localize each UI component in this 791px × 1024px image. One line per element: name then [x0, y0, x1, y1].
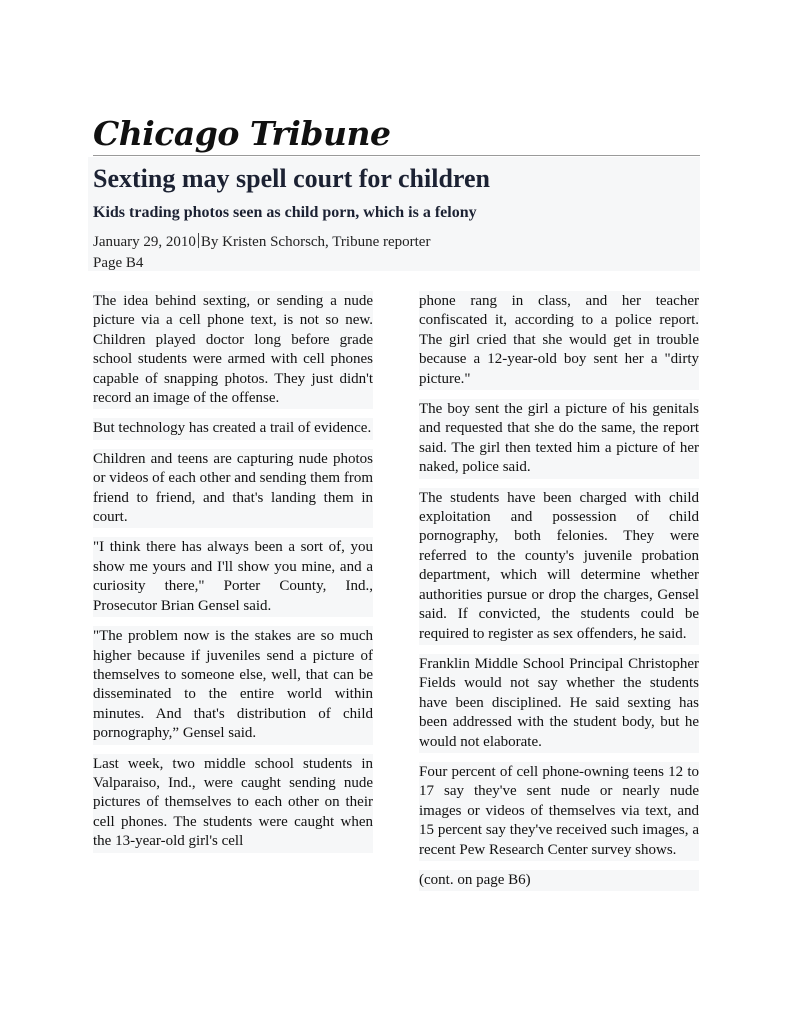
- paragraph: "The problem now is the stakes are so much higher because if juveniles send a picture of themselves to someone else, well, that can be disseminated to the entire world within minutes. And that's distribution of child pornography,” Gensel said.: [93, 626, 373, 744]
- article-headline: Sexting may spell court for children: [93, 164, 490, 193]
- article-column-left: [93, 291, 373, 853]
- paragraph: But technology has created a trail of evidence.: [93, 418, 373, 439]
- page-reference: Page B4: [93, 255, 144, 271]
- paragraph: Four percent of cell phone-owning teens 12 to 17 say they've sent nude or nearly nude images or videos of themselves via text, and 15 percent say they've received such images, a recent Pew Research Center survey shows.: [419, 762, 699, 861]
- byline-separator: [198, 233, 199, 248]
- article-subheadline: Kids trading photos seen as child porn, which is a felony: [93, 204, 477, 221]
- paragraph: phone rang in class, and her teacher confiscated it, according to a police report. The girl cried that she would get in trouble because a 12-year-old boy sent her a "dirty picture.": [419, 291, 699, 390]
- article-column-right: [419, 291, 699, 891]
- continuation-note: (cont. on page B6): [419, 870, 699, 891]
- paragraph: The students have been charged with child exploitation and possession of child pornography, both felonies. They were referred to the county's juvenile probation department, which will determine whether authorities pursue or drop the charges, Gensel said. If convicted, the students could be required to register as sex offenders, he said.: [419, 488, 699, 645]
- newspaper-masthead: Chicago Tribune: [93, 114, 391, 153]
- article-date: January 29, 2010: [93, 234, 196, 250]
- paragraph: The boy sent the girl a picture of his genitals and requested that she do the same, the report said. The girl then texted him a picture of her naked, police said.: [419, 399, 699, 479]
- article-author: By Kristen Schorsch, Tribune reporter: [200, 234, 431, 250]
- paragraph: Children and teens are capturing nude photos or videos of each other and sending them from friend to friend, and that's landing them in court.: [93, 449, 373, 529]
- paragraph: Last week, two middle school students in Valparaiso, Ind., were caught sending nude pictures of themselves to each other on their cell phones. The students were caught when the 13-year-old girl's cell: [93, 754, 373, 853]
- paragraph: The idea behind sexting, or sending a nude picture via a cell phone text, is not so new. Children played doctor long before grade school students were armed with cell phones capable of snapping photos. They just didn't record an image of the offense.: [93, 291, 373, 409]
- paragraph: "I think there has always been a sort of, you show me yours and I'll show you mine, and a curiosity there," Porter County, Ind., Prosecutor Brian Gensel said.: [93, 537, 373, 617]
- masthead-divider: [93, 155, 700, 156]
- article-byline: [93, 232, 430, 252]
- paragraph: Franklin Middle School Principal Christopher Fields would not say whether the students have been disciplined. He said sexting has been addressed with the student body, but he would not elaborate.: [419, 654, 699, 753]
